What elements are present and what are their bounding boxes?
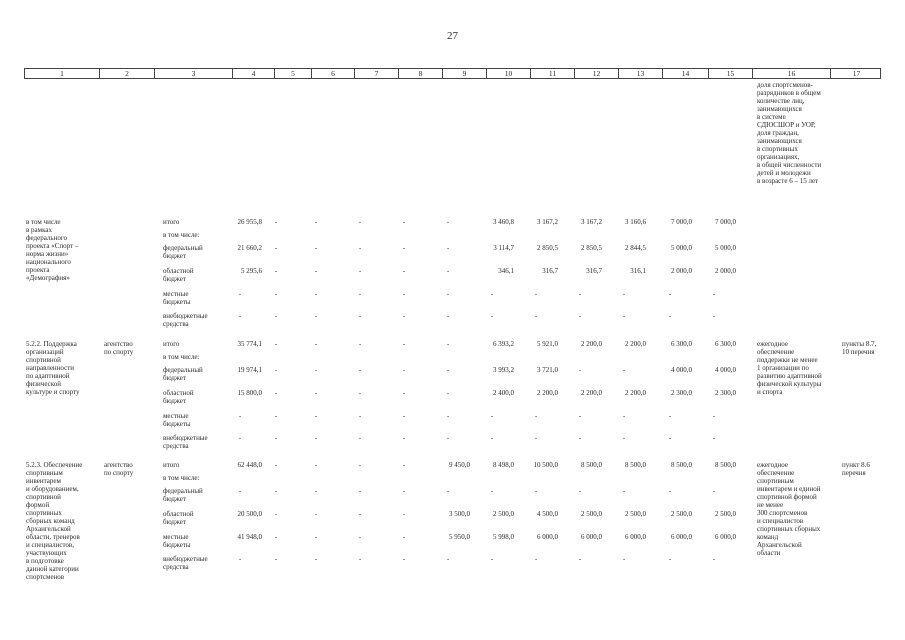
table-cell: - bbox=[314, 267, 318, 275]
table-cell: - bbox=[358, 533, 362, 541]
table-cell: - bbox=[314, 218, 318, 226]
table-cell: - bbox=[274, 412, 278, 420]
table-cell: - bbox=[578, 290, 582, 298]
table-cell: - bbox=[534, 434, 538, 442]
table-cell: - bbox=[238, 412, 242, 420]
table-cell: - bbox=[490, 434, 494, 442]
table-cell: - bbox=[358, 412, 362, 420]
table-cell: - bbox=[274, 366, 278, 374]
table-cell: - bbox=[402, 389, 406, 397]
table-cell: 2 300,0 bbox=[715, 389, 736, 397]
measure-name: 5.2.2. Поддержка организаций спортивной направленности по адаптивной физической культуре и спорту bbox=[26, 340, 80, 396]
table-cell: - bbox=[712, 555, 716, 563]
table-cell: - bbox=[446, 412, 450, 420]
header-col-1: 1 bbox=[25, 69, 100, 78]
table-cell: - bbox=[668, 412, 672, 420]
table-cell: - bbox=[274, 244, 278, 252]
result-continuation: доля спортсменов- разрядников в общем количестве лиц, занимающихся в системе СДЮСШОР и УОР, доля граждан, занимающихся в спортивных организациях, в общей численности детей и молодежи в возрасте 6 – 15 лет bbox=[757, 81, 822, 185]
header-col-12: 12 bbox=[575, 69, 619, 78]
header-col-13: 13 bbox=[619, 69, 663, 78]
table-cell: - bbox=[358, 218, 362, 226]
funding-source: итого bbox=[163, 461, 180, 469]
table-cell: - bbox=[402, 366, 406, 374]
table-cell: - bbox=[668, 434, 672, 442]
table-cell: 5 998,0 bbox=[493, 533, 514, 541]
table-cell: - bbox=[668, 555, 672, 563]
table-cell: - bbox=[712, 312, 716, 320]
table-cell: 2 200,0 bbox=[625, 389, 646, 397]
table-cell: - bbox=[668, 487, 672, 495]
table-cell: - bbox=[622, 312, 626, 320]
header-col-11: 11 bbox=[531, 69, 575, 78]
table-cell: - bbox=[402, 533, 406, 541]
table-cell: - bbox=[490, 412, 494, 420]
table-cell: - bbox=[712, 487, 716, 495]
table-cell: - bbox=[446, 290, 450, 298]
table-cell: - bbox=[274, 510, 278, 518]
table-cell: 8 500,0 bbox=[715, 461, 736, 469]
table-cell: - bbox=[274, 434, 278, 442]
table-cell: - bbox=[402, 434, 406, 442]
table-cell: 6 393,2 bbox=[493, 340, 514, 348]
table-cell: 2 300,0 bbox=[671, 389, 692, 397]
table-cell: - bbox=[712, 434, 716, 442]
table-cell: - bbox=[274, 340, 278, 348]
table-cell: 2 500,0 bbox=[493, 510, 514, 518]
funding-source: итого bbox=[163, 218, 180, 226]
funding-source: местные бюджеты bbox=[163, 290, 191, 306]
table-cell: 316,1 bbox=[630, 267, 646, 275]
funding-source: в том числе: bbox=[163, 231, 200, 239]
expected-result: ежегодное обеспечение поддержки не менее 1 организации по развитию адаптивной физической культуры и спорта bbox=[757, 340, 822, 396]
table-cell: 2 500,0 bbox=[671, 510, 692, 518]
table-cell: - bbox=[668, 290, 672, 298]
table-cell: - bbox=[578, 312, 582, 320]
reference: пункты 8.7, 10 перечня bbox=[842, 340, 877, 356]
table-cell: - bbox=[446, 218, 450, 226]
funding-source: в том числе: bbox=[163, 353, 200, 361]
funding-source: внебюджетные средства bbox=[163, 434, 208, 450]
table-cell: - bbox=[402, 267, 406, 275]
header-col-17: 17 bbox=[852, 69, 861, 78]
table-cell: 2 000,0 bbox=[671, 267, 692, 275]
header-col-5: 5 bbox=[275, 69, 312, 78]
table-cell: 8 500,0 bbox=[671, 461, 692, 469]
header-col-15: 15 bbox=[709, 69, 753, 78]
table-cell: 3 500,0 bbox=[449, 510, 470, 518]
table-cell: - bbox=[490, 487, 494, 495]
table-cell: 2 500,0 bbox=[625, 510, 646, 518]
table-cell: - bbox=[314, 434, 318, 442]
table-cell: - bbox=[402, 555, 406, 563]
table-cell: 6 000,0 bbox=[625, 533, 646, 541]
table-cell: 3 721,0 bbox=[537, 366, 558, 374]
table-cell: - bbox=[314, 533, 318, 541]
table-cell: - bbox=[622, 412, 626, 420]
table-cell: - bbox=[274, 555, 278, 563]
table-cell: 5 000,0 bbox=[671, 244, 692, 252]
table-cell: - bbox=[402, 510, 406, 518]
table-cell: - bbox=[238, 487, 242, 495]
table-cell: 19 974,1 bbox=[237, 366, 262, 374]
page-number: 27 bbox=[447, 30, 458, 42]
table-cell: - bbox=[578, 555, 582, 563]
table-cell: - bbox=[712, 412, 716, 420]
table-cell: - bbox=[358, 510, 362, 518]
table-cell: - bbox=[668, 312, 672, 320]
table-cell: 2 200,0 bbox=[537, 389, 558, 397]
table-cell: - bbox=[274, 290, 278, 298]
table-cell: 5 950,0 bbox=[449, 533, 470, 541]
table-cell: 2 000,0 bbox=[715, 267, 736, 275]
table-cell: 6 300,0 bbox=[671, 340, 692, 348]
table-cell: - bbox=[358, 244, 362, 252]
table-cell: 9 450,0 bbox=[449, 461, 470, 469]
table-cell: 4 000,0 bbox=[671, 366, 692, 374]
table-cell: - bbox=[358, 290, 362, 298]
table-cell: 3 460,8 bbox=[493, 218, 514, 226]
header-col-14: 14 bbox=[663, 69, 709, 78]
table-cell: - bbox=[446, 487, 450, 495]
funding-source: местные бюджеты bbox=[163, 533, 191, 549]
table-cell: 2 400,0 bbox=[493, 389, 514, 397]
table-cell: - bbox=[622, 434, 626, 442]
table-cell: 5 000,0 bbox=[715, 244, 736, 252]
table-cell: 5 921,0 bbox=[537, 340, 558, 348]
table-cell: - bbox=[274, 487, 278, 495]
table-cell: 316,7 bbox=[542, 267, 558, 275]
funding-source: внебюджетные средства bbox=[163, 312, 208, 328]
header-col-6: 6 bbox=[312, 69, 355, 78]
table-cell: 26 955,8 bbox=[237, 218, 262, 226]
table-cell: 346,1 bbox=[498, 267, 514, 275]
table-cell: - bbox=[446, 389, 450, 397]
table-cell: 3 167,2 bbox=[537, 218, 558, 226]
table-cell: - bbox=[534, 290, 538, 298]
table-cell: - bbox=[358, 267, 362, 275]
table-cell: - bbox=[314, 461, 318, 469]
table-cell: - bbox=[314, 389, 318, 397]
table-cell: - bbox=[446, 555, 450, 563]
table-cell: - bbox=[358, 434, 362, 442]
table-cell: 6 300,0 bbox=[715, 340, 736, 348]
header-col-16: 16 bbox=[753, 69, 831, 78]
header-col-8: 8 bbox=[399, 69, 443, 78]
table-cell: 2 200,0 bbox=[625, 340, 646, 348]
header-col-4: 4 bbox=[233, 69, 275, 78]
table-cell: 4 500,0 bbox=[537, 510, 558, 518]
table-cell: - bbox=[578, 412, 582, 420]
table-cell: - bbox=[402, 487, 406, 495]
table-cell: - bbox=[274, 312, 278, 320]
table-cell: - bbox=[446, 340, 450, 348]
table-cell: 4 000,0 bbox=[715, 366, 736, 374]
table-cell: 6 000,0 bbox=[537, 533, 558, 541]
table-cell: - bbox=[622, 487, 626, 495]
table-cell: 15 800,0 bbox=[237, 389, 262, 397]
executor: агентство по спорту bbox=[104, 461, 134, 477]
table-cell: - bbox=[314, 487, 318, 495]
table-cell: - bbox=[446, 366, 450, 374]
funding-source: в том числе: bbox=[163, 474, 200, 482]
table-cell: - bbox=[314, 366, 318, 374]
expected-result: ежегодное обеспечение спортивным инвентарем и единой спортивной формой не менее 300 спортсменов и специалистов спортивных сборных команд Архангельской области bbox=[757, 461, 821, 557]
table-cell: 21 660,2 bbox=[237, 244, 262, 252]
table-cell: - bbox=[274, 461, 278, 469]
header-col-9: 9 bbox=[443, 69, 487, 78]
header-col-3: 3 bbox=[155, 69, 233, 78]
table-cell: 2 500,0 bbox=[715, 510, 736, 518]
table-cell: 41 948,0 bbox=[237, 533, 262, 541]
table-cell: - bbox=[446, 267, 450, 275]
table-cell: 7 000,0 bbox=[715, 218, 736, 226]
table-cell: - bbox=[358, 340, 362, 348]
table-cell: - bbox=[622, 366, 626, 374]
table-header-row bbox=[24, 68, 881, 79]
measure-name: 5.2.3. Обеспечение спортивным инвентарем и оборудованием, спортивной формой спортивных сборных команд Архангельской области, тренеров и специалистов, участвующих в подготовке данной категории спортсменов bbox=[26, 461, 83, 581]
table-cell: 8 500,0 bbox=[581, 461, 602, 469]
funding-source: федеральный бюджет bbox=[163, 487, 203, 503]
table-cell: - bbox=[314, 290, 318, 298]
table-cell: - bbox=[402, 340, 406, 348]
table-cell: - bbox=[314, 412, 318, 420]
table-cell: - bbox=[238, 312, 242, 320]
table-cell: - bbox=[358, 389, 362, 397]
table-cell: 10 500,0 bbox=[533, 461, 558, 469]
table-cell: 2 500,0 bbox=[581, 510, 602, 518]
table-cell: 3 167,2 bbox=[581, 218, 602, 226]
table-cell: - bbox=[238, 434, 242, 442]
funding-source: федеральный бюджет bbox=[163, 366, 203, 382]
table-cell: - bbox=[274, 267, 278, 275]
table-cell: 6 000,0 bbox=[715, 533, 736, 541]
header-col-10: 10 bbox=[487, 69, 531, 78]
table-cell: - bbox=[446, 244, 450, 252]
table-cell: 6 000,0 bbox=[671, 533, 692, 541]
table-cell: 20 500,0 bbox=[237, 510, 262, 518]
header-col-7: 7 bbox=[355, 69, 399, 78]
table-cell: 316,7 bbox=[586, 267, 602, 275]
table-cell: - bbox=[622, 290, 626, 298]
table-cell: - bbox=[402, 312, 406, 320]
table-cell: - bbox=[274, 533, 278, 541]
executor: агентство по спорту bbox=[104, 340, 134, 356]
table-cell: - bbox=[314, 244, 318, 252]
table-cell: - bbox=[358, 461, 362, 469]
funding-source: областной бюджет bbox=[163, 510, 194, 526]
table-cell: - bbox=[314, 312, 318, 320]
table-cell: - bbox=[712, 290, 716, 298]
table-cell: - bbox=[578, 434, 582, 442]
table-cell: 8 498,0 bbox=[493, 461, 514, 469]
table-cell: - bbox=[402, 461, 406, 469]
table-cell: - bbox=[578, 487, 582, 495]
table-cell: - bbox=[358, 312, 362, 320]
table-cell: 2 844,5 bbox=[625, 244, 646, 252]
table-cell: 2 850,5 bbox=[537, 244, 558, 252]
table-cell: 5 295,6 bbox=[241, 267, 262, 275]
table-cell: - bbox=[534, 412, 538, 420]
table-cell: - bbox=[314, 555, 318, 563]
measure-name: в том числе в рамках федерального проекта «Спорт – норма жизни» национального проекта «Демография» bbox=[26, 218, 79, 282]
table-cell: - bbox=[534, 487, 538, 495]
table-cell: 2 850,5 bbox=[581, 244, 602, 252]
funding-source: итого bbox=[163, 340, 180, 348]
table-cell: - bbox=[314, 340, 318, 348]
table-cell: 3 114,7 bbox=[493, 244, 514, 252]
table-cell: - bbox=[622, 555, 626, 563]
table-cell: 2 200,0 bbox=[581, 340, 602, 348]
table-cell: - bbox=[238, 290, 242, 298]
table-cell: 6 000,0 bbox=[581, 533, 602, 541]
table-cell: - bbox=[238, 555, 242, 563]
reference: пункт 8.6 перечня bbox=[842, 461, 870, 477]
table-cell: - bbox=[578, 366, 582, 374]
table-cell: - bbox=[358, 555, 362, 563]
table-cell: - bbox=[490, 290, 494, 298]
table-cell: 3 993,2 bbox=[493, 366, 514, 374]
table-cell: - bbox=[402, 218, 406, 226]
table-cell: - bbox=[490, 312, 494, 320]
table-cell: 8 500,0 bbox=[625, 461, 646, 469]
table-cell: - bbox=[358, 487, 362, 495]
table-cell: - bbox=[402, 244, 406, 252]
table-cell: - bbox=[534, 555, 538, 563]
table-cell: - bbox=[490, 555, 494, 563]
table-cell: - bbox=[446, 312, 450, 320]
table-cell: - bbox=[314, 510, 318, 518]
table-cell: 62 448,0 bbox=[237, 461, 262, 469]
table-cell: - bbox=[402, 412, 406, 420]
funding-source: внебюджетные средства bbox=[163, 555, 208, 571]
table-cell: 3 160,6 bbox=[625, 218, 646, 226]
table-cell: - bbox=[402, 290, 406, 298]
table-cell: - bbox=[274, 218, 278, 226]
funding-source: областной бюджет bbox=[163, 389, 194, 405]
table-cell: 2 200,0 bbox=[581, 389, 602, 397]
table-cell: 7 000,0 bbox=[671, 218, 692, 226]
table-cell: - bbox=[274, 389, 278, 397]
table-cell: - bbox=[446, 434, 450, 442]
header-col-2: 2 bbox=[100, 69, 155, 78]
funding-source: местные бюджеты bbox=[163, 412, 191, 428]
table-cell: - bbox=[534, 312, 538, 320]
funding-source: областной бюджет bbox=[163, 267, 194, 283]
table-cell: - bbox=[358, 366, 362, 374]
funding-source: федеральный бюджет bbox=[163, 244, 203, 260]
table-cell: 35 774,1 bbox=[237, 340, 262, 348]
